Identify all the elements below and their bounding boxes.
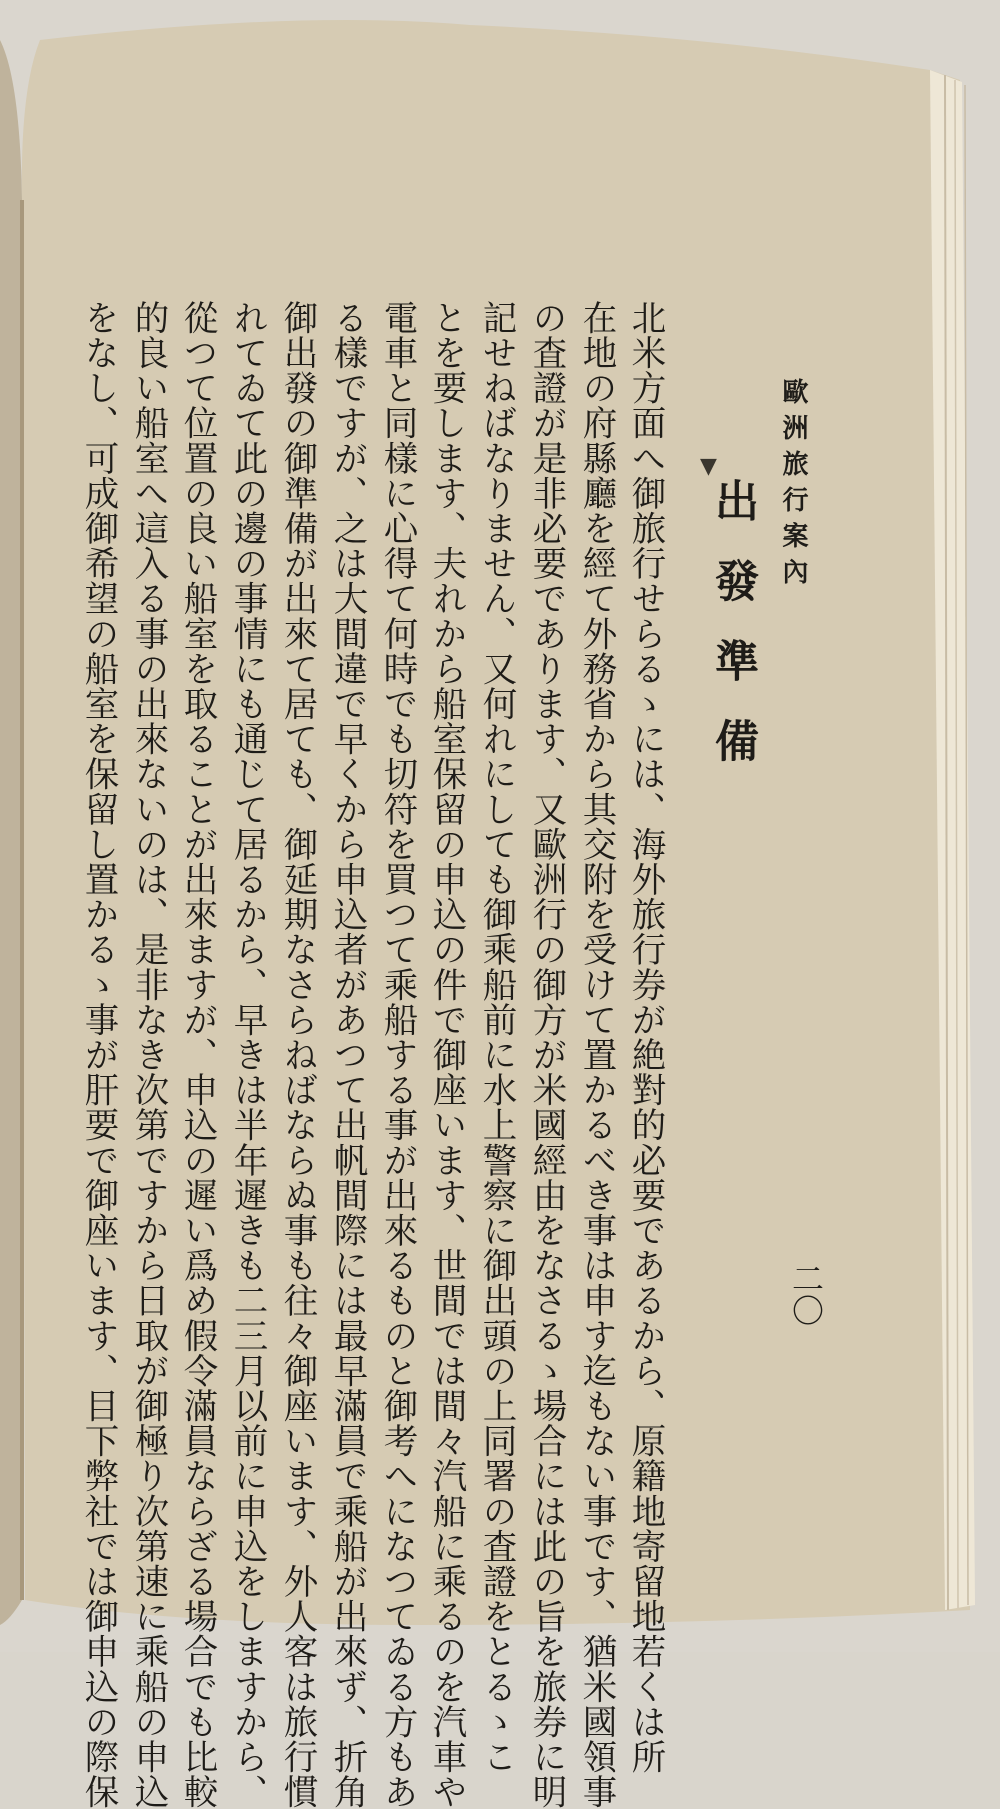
body-line: 御出發の御準備が出來て居ても、御延期なさらねばならぬ事も往々御座います、外人客は旅行慣 (277, 300, 317, 1809)
body-line: をなし、可成御希望の船室を保留し置かるゝ事が肝要で御座います、目下弊社では御申込の際保 (78, 300, 118, 1809)
page-number: 二〇 (787, 1262, 825, 1326)
body-line: 北米方面へ御旅行せらるゝには、海外旅行券が絶對的必要であるから、原籍地寄留地若くは所 (625, 300, 665, 1775)
body-line: れてゐて此の邊の事情にも通じて居るから、早きは半年遲きも二三月以前に申込をしますから、 (227, 300, 267, 1809)
body-line: 電車と同樣に心得て何時でも切符を買つて乘船する事が出來るものと御考へになつてゐる方もあ (377, 300, 417, 1809)
body-line: 從つて位置の良い船室を取ることが出來ますが、申込の遲い爲め假令滿員ならざる場合でも比較 (177, 300, 217, 1809)
section-title: 出發準備 (707, 478, 758, 798)
body-line: とを要します、夫れから船室保留の申込の件で御座います、世間では間々汽船に乘るのを汽車や (426, 300, 466, 1809)
body-line: 記せねばなりません、又何れにしても御乘船前に水上警察に御出頭の上同署の査證をとるゝこ (476, 300, 516, 1775)
body-line: の査證が是非必要であります、又歐洲行の御方が米國經由をなさるゝ場合には此の旨を旅券に明 (526, 300, 566, 1809)
inverted-triangle-ornament-icon: ▼ (700, 454, 717, 479)
body-line: 在地の府縣廳を經て外務省から其交附を受けて置かるべき事は申す迄もない事です、猶米國領事 (576, 300, 616, 1809)
body-line: 的良い船室へ這入る事の出來ないのは、是非なき次第ですから日取が御極り次第速に乘船の申込 (128, 300, 168, 1809)
running-head: 歐洲旅行案內 (778, 378, 808, 594)
body-line: る樣ですが、之は大間違で早くから申込者があつて出帆間際には最早滿員で乘船が出來ず、折角 (327, 300, 367, 1809)
